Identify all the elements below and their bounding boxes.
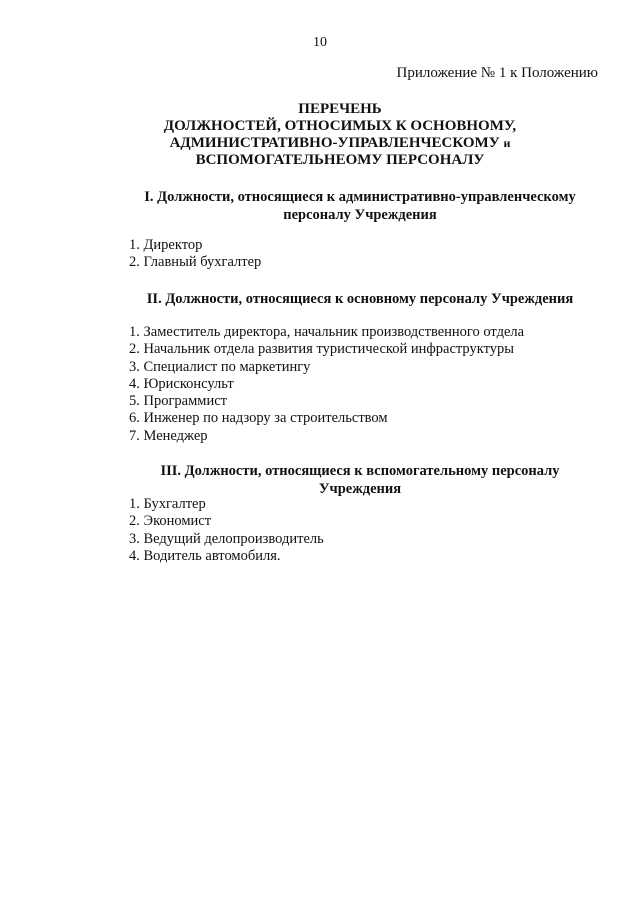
list-item: 4. Водитель автомобиля. [129,547,281,564]
list-item: 2. Начальник отдела развития туристической инфраструктуры [129,341,514,358]
title-line-3-text: АДМИНИСТРАТИВНО-УПРАВЛЕНЧЕСКОМУ [169,135,500,151]
list-item: 5. Программист [129,393,227,410]
section-heading-3-line-2: Учреждения [318,481,402,497]
list-item: 1. Директор [129,237,203,253]
list-item: 7. Менеджер [129,427,208,444]
title-line-3-and: и [503,136,511,150]
section-heading-1-line-2: персоналу Учреждения [283,207,437,223]
list-item: 3. Ведущий делопроизводитель [129,530,324,547]
section-list-1 [129,237,261,272]
list-item: 2. Экономист [129,513,212,530]
section-heading-1 [120,188,600,224]
title-line-2: ДОЛЖНОСТЕЙ, ОТНОСИМЫХ К ОСНОВНОМУ, [163,118,517,134]
list-item: 1. Заместитель директора, начальник производственного отдела [129,324,525,340]
section-heading-3-line-1: III. Должности, относящиеся к вспомогательному персоналу [160,463,560,479]
list-item: 4. Юрисконсульт [129,375,234,392]
title-line-1: ПЕРЕЧЕНЬ [298,101,382,117]
title-line-3 [130,135,550,152]
section-heading-2 [120,290,600,308]
page-number: 10 [313,35,327,50]
title-line-4: ВСПОМОГАТЕЛЬНЕОМУ ПЕРСОНАЛУ [195,152,485,168]
section-heading-1-line-1: I. Должности, относящиеся к административно-управленческому [144,189,576,205]
list-item: 6. Инженер по надзору за строительством [129,410,388,427]
appendix-label: Приложение № 1 к Положению [396,65,598,81]
list-item: 2. Главный бухгалтер [129,254,262,271]
document-title [130,101,550,169]
section-heading-3 [120,462,600,498]
section-list-2 [129,324,524,445]
section-list-3 [129,496,324,565]
section-heading-2-line-1: II. Должности, относящиеся к основному персоналу Учреждения [146,291,574,307]
list-item: 3. Специалист по маркетингу [129,358,311,375]
list-item: 1. Бухгалтер [129,496,206,512]
